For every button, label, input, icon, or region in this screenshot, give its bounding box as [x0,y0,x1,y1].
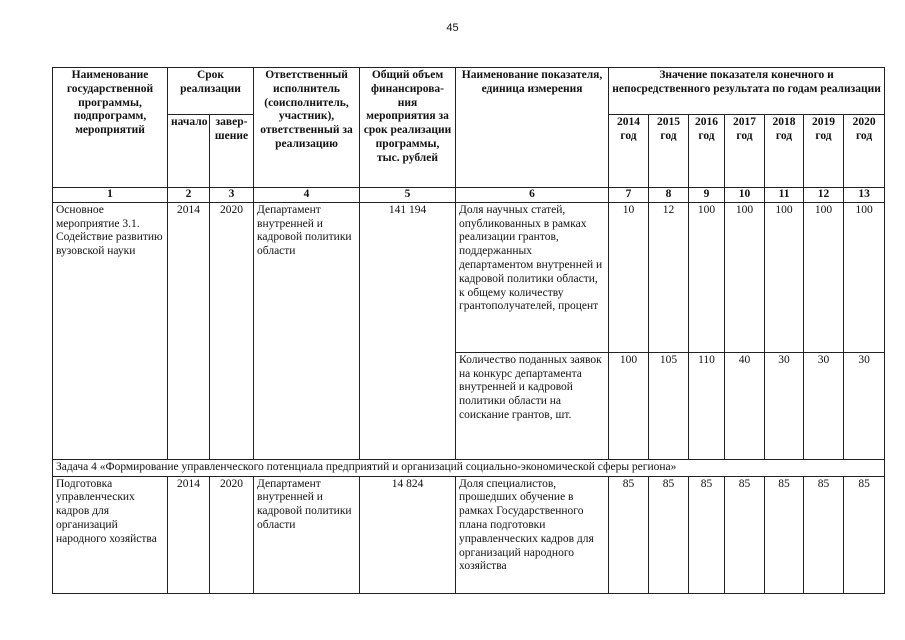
column-number: 7 [609,188,649,203]
indicator-value: 85 [844,476,885,593]
start-year: 2014 [168,202,210,459]
indicator-value: 10 [609,202,649,352]
responsible-party: Департамент внутренней и кадровой политики области [254,476,360,593]
column-number: 13 [844,188,885,203]
funding-amount: 14 824 [360,476,456,593]
indicator-value: 85 [725,476,765,593]
indicator-value: 110 [689,352,725,459]
start-year: 2014 [168,476,210,593]
indicator-value: 100 [689,202,725,352]
indicator-value: 30 [804,352,844,459]
header-term: Срок реализации [168,68,254,115]
indicator-value: 30 [844,352,885,459]
column-number: 8 [649,188,689,203]
header-start: начало [168,115,210,188]
indicator-name: Доля специалистов, прошедших обучение в рамках Государственного плана подготовки управленческих кадров для организаций народного хозяйства [456,476,609,593]
column-number: 2 [168,188,210,203]
column-number: 5 [360,188,456,203]
indicator-name: Количество поданных заявок на конкурс департамента внутренней и кадровой политики области на соискание грантов, шт. [456,352,609,459]
indicator-value: 100 [844,202,885,352]
header-year: 2016 год [689,115,725,188]
indicator-value: 85 [765,476,804,593]
header-year: 2019 год [804,115,844,188]
indicator-value: 85 [649,476,689,593]
activity-name: Подготовка управленческих кадров для организаций народного хозяйства [53,476,168,593]
program-table [52,67,885,594]
header-funding: Общий объем финансирова-ния мероприятия за срок реализации программы, тыс. рублей [360,68,456,188]
task-heading: Задача 4 «Формирование управленческого потенциала предприятий и организаций социально-экономической сферы региона» [53,459,885,476]
activity-name: Основное мероприятие 3.1. Содействие развитию вузовской науки [53,202,168,459]
end-year: 2020 [210,202,254,459]
indicator-value: 85 [804,476,844,593]
end-year: 2020 [210,476,254,593]
column-number: 3 [210,188,254,203]
indicator-value: 100 [725,202,765,352]
column-number: 4 [254,188,360,203]
header-year: 2014 год [609,115,649,188]
header-year: 2017 год [725,115,765,188]
column-number: 11 [765,188,804,203]
indicator-value: 100 [765,202,804,352]
header-end: завер-шение [210,115,254,188]
page-number: 45 [446,22,459,34]
header-year: 2018 год [765,115,804,188]
column-number: 1 [53,188,168,203]
indicator-value: 12 [649,202,689,352]
column-number: 10 [725,188,765,203]
indicator-value: 100 [804,202,844,352]
funding-amount: 141 194 [360,202,456,459]
header-year: 2015 год [649,115,689,188]
header-year: 2020 год [844,115,885,188]
indicator-value: 100 [609,352,649,459]
indicator-name: Доля научных статей, опубликованных в рамках реализации грантов, поддержанных департаментом внутренней и кадровой политики области, к общему количеству грантополучателей, процент [456,202,609,352]
indicator-value: 40 [725,352,765,459]
header-responsible: Ответственный исполнитель (соисполнитель, участник), ответственный за реализацию [254,68,360,188]
indicator-value: 30 [765,352,804,459]
header-program-name: Наименование государственной программы, подпрограмм, мероприятий [53,68,168,188]
column-number: 6 [456,188,609,203]
responsible-party: Департамент внутренней и кадровой политики области [254,202,360,459]
header-values: Значение показателя конечного и непосредственного результата по годам реализации [609,68,885,115]
indicator-value: 105 [649,352,689,459]
indicator-value: 85 [689,476,725,593]
column-number: 12 [804,188,844,203]
indicator-value: 85 [609,476,649,593]
header-indicator: Наименование показателя, единица измерения [456,68,609,188]
column-number: 9 [689,188,725,203]
